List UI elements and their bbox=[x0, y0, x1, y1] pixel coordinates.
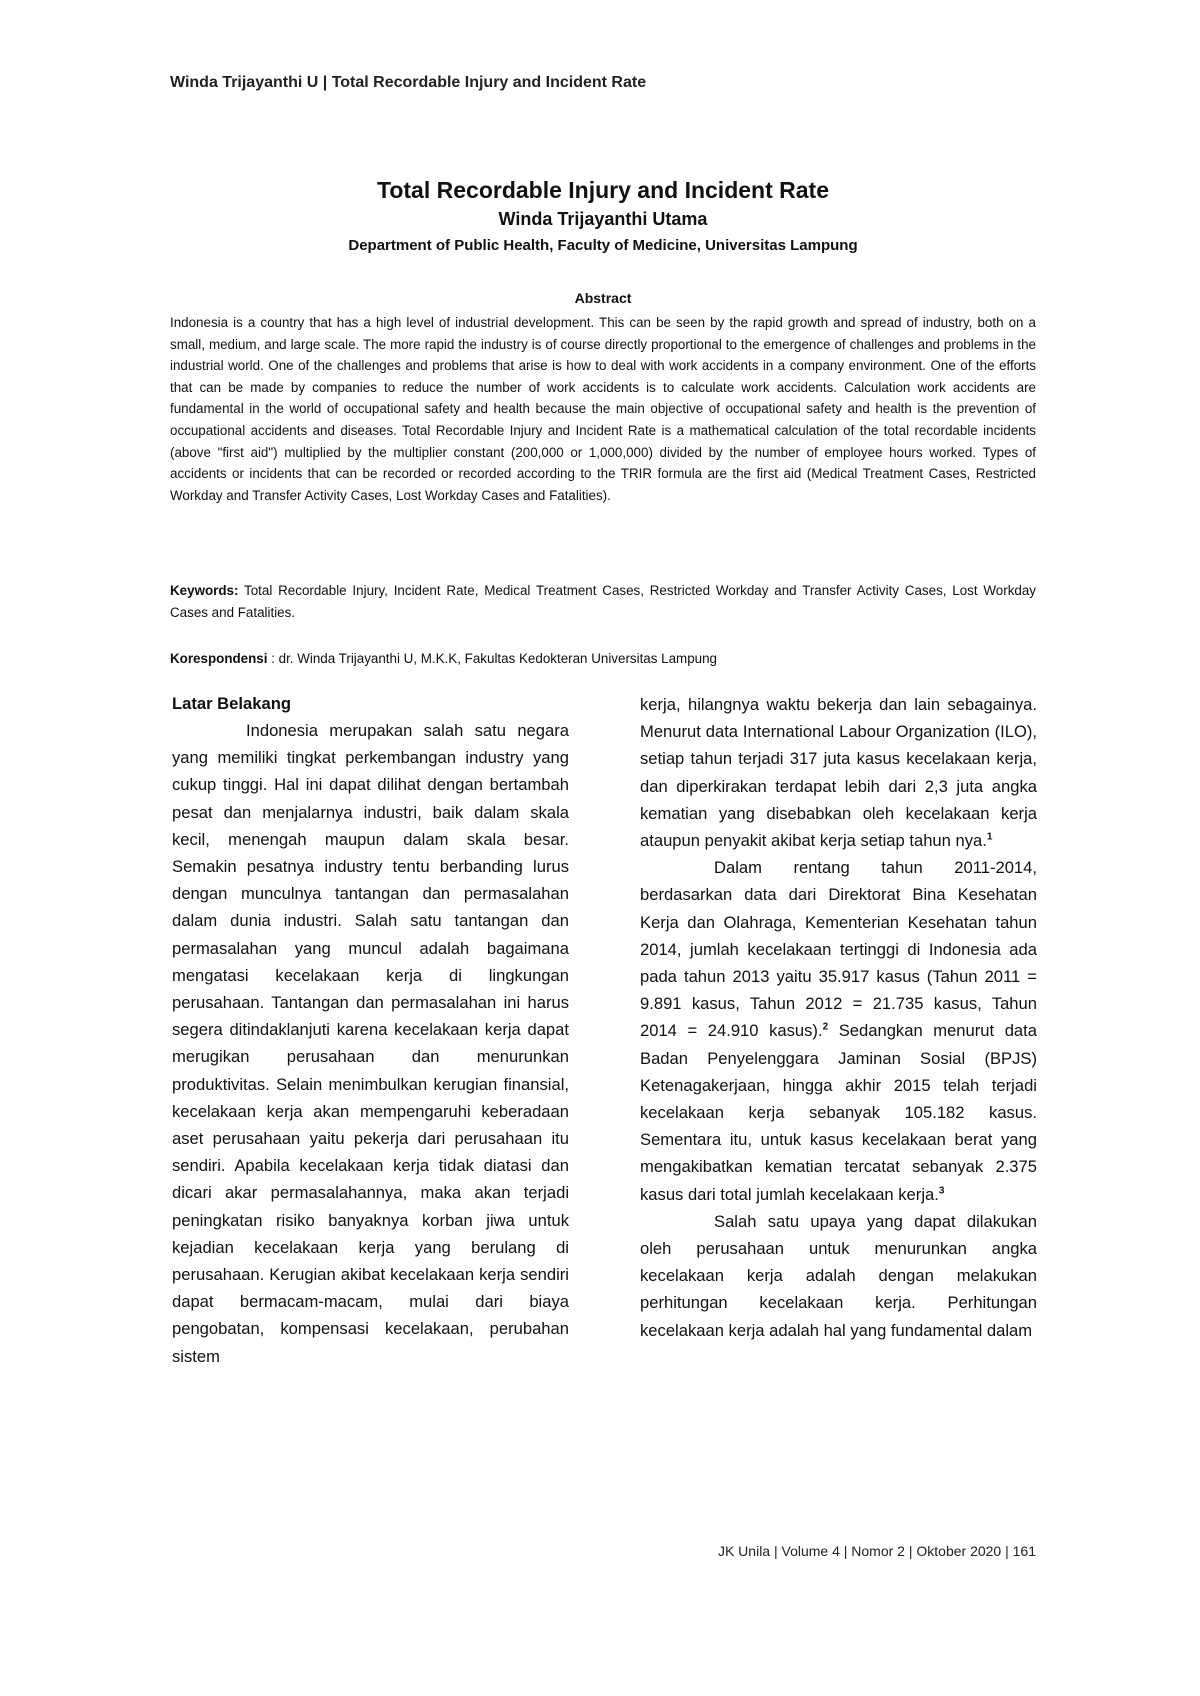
citation-ref: 1 bbox=[986, 831, 993, 843]
section-heading: Latar Belakang bbox=[172, 694, 291, 713]
author-affiliation: Department of Public Health, Faculty of Medicine, Universitas Lampung bbox=[348, 237, 858, 254]
abstract-text: Indonesia is a country that has a high level of industrial development. This can be seen by the rapid growth and spread of industry, both on a small, medium, and large scale. The more rapid the industry is of course directly proportional to the emergence of challenges and problems in the industrial world. One of the challenges and problems that arise is how to deal with work accidents in a company environment. One of the efforts that can be made by companies to reduce the number of work accidents is to calculate work accidents. Calculation work accidents are fundamental in the world of occupational safety and health because the main objective of occupational safety and health is the prevention of occupational accidents and diseases. Total Recordable Injury and Incident Rate is a mathematical calculation of the total recordable incidents (above "first aid") multiplied by the multiplier constant (200,000 or 1,000,000) divided by the number of employee hours worked. Types of accidents or incidents that can be recorded or recorded according to the TRIR formula are the first aid (Medical Treatment Cases, Restricted Workday and Transfer Activity Cases, Lost Workday Cases and Fatalities). bbox=[170, 315, 1036, 503]
paragraph-text: Dalam rentang tahun 2011-2014, berdasarkan data dari Direktorat Bina Kesehatan Kerja dan Olahraga, Kementerian Kesehatan tahun 2014, jumlah kecelakaan tertinggi di Indonesia ada pada tahun 2013 yaitu 35.917 kasus (Tahun 2011 = 9.891 kasus, Tahun 2012 = 21.735 kasus, Tahun 2014 = 24.910 kasus). bbox=[640, 858, 1037, 1041]
author-name: Winda Trijayanthi Utama bbox=[498, 209, 708, 229]
body-paragraph: Salah satu upaya yang dapat dilakukan oleh perusahaan untuk menurunkan angka kecelakaan kerja adalah dengan melakukan perhitungan kecelakaan kerja. Perhitungan kecelakaan kerja adalah hal yang fundamental dalam bbox=[640, 1211, 1037, 1340]
correspondence-label: Korespondensi bbox=[170, 651, 268, 666]
body-column-right bbox=[640, 691, 1037, 1344]
page-footer: JK Unila | Volume 4 | Nomor 2 | Oktober 2020 | 161 bbox=[717, 1543, 1036, 1559]
body-column-left bbox=[172, 690, 569, 1370]
body-paragraph: Indonesia merupakan salah satu negara yang memiliki tingkat perkembangan industry yang cukup tinggi. Hal ini dapat dilihat dengan bertambah pesat dan menjalarnya industri, baik dalam skala kecil, menengah maupun dalam skala besar. Semakin pesatnya industry tentu berbanding lurus dengan munculnya tantangan dan permasalahan dalam dunia industri. Salah satu tantangan dan permasalahan yang muncul adalah bagaimana mengatasi kecelakaan kerja di lingkungan perusahaan. Tantangan dan permasalahan ini harus segera ditindaklanjuti karena kecelakaan kerja dapat merugikan perusahaan dan menurunkan produktivitas. Selain menimbulkan kerugian finansial, kecelakaan kerja akan mempengaruhi keberadaan aset perusahaan yaitu pekerja dari perusahaan itu sendiri. Apabila kecelakaan kerja tidak diatasi dan dicari akar permasalahannya, maka akan terjadi peningkatan risiko banyaknya korban jiwa untuk kejadian kecelakaan kerja yang berulang di perusahaan. Kerugian akibat kecelakaan kerja sendiri dapat bermacam-macam, mulai dari biaya pengobatan, kompensasi kecelakaan, perubahan sistem bbox=[172, 721, 569, 1366]
paper-title: Total Recordable Injury and Incident Rate bbox=[377, 177, 829, 203]
paragraph-text: Sedangkan menurut data Badan Penyelenggara Jaminan Sosial (BPJS) Ketenagakerjaan, hingga akhir 2015 telah terjadi kecelakaan kerja sebanyak 105.182 kasus. Sementara itu, untuk kasus kecelakaan berat yang mengakibatkan kematian tercatat sebanyak 2.375 kasus dari total jumlah kecelakaan kerja. bbox=[640, 1021, 1037, 1204]
body-paragraph bbox=[640, 691, 1037, 854]
correspondence-text: : dr. Winda Trijayanthi U, M.K.K, Fakultas Kedokteran Universitas Lampung bbox=[267, 651, 717, 666]
keywords-text: Total Recordable Injury, Incident Rate, Medical Treatment Cases, Restricted Workday and Transfer Activity Cases, Lost Workday Cases and Fatalities. bbox=[170, 583, 1036, 620]
citation-ref: 3 bbox=[938, 1185, 945, 1197]
abstract-heading: Abstract bbox=[574, 290, 632, 306]
paragraph-text: kerja, hilangnya waktu bekerja dan lain sebagainya. Menurut data International Labour Organization (ILO), setiap tahun terjadi 317 juta kasus kecelakaan kerja, dan diperkirakan terdapat lebih dari 2,3 juta angka kematian yang disebabkan oleh kecelakaan kerja ataupun penyakit akibat kerja setiap tahun nya. bbox=[640, 695, 1037, 851]
correspondence bbox=[170, 648, 1036, 670]
keywords bbox=[170, 580, 1036, 623]
title-block bbox=[170, 176, 1036, 258]
running-head: Winda Trijayanthi U | Total Recordable Injury and Incident Rate bbox=[170, 74, 647, 91]
keywords-label: Keywords: bbox=[170, 583, 239, 598]
body-paragraph bbox=[640, 854, 1037, 1208]
citation-ref: 2 bbox=[822, 1021, 829, 1033]
